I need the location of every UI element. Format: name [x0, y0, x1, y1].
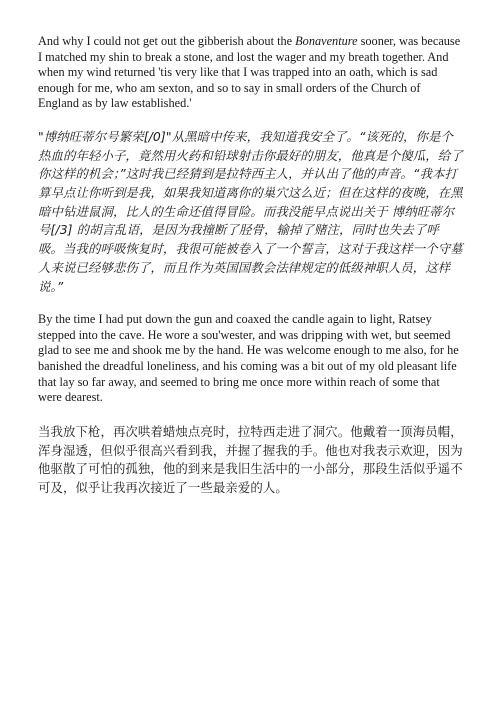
- paragraph-english-1: [38, 34, 463, 112]
- paragraph-english-2: By the time I had put down the gun and coaxed the candle again to light, Ratsey stepped into the cave. He wore a sou'wester, and was dripping with wet, but seemed glad to see me and shook me by the hand. He was welcome enough to me also, for he banished the dreadful loneliness, and his coming was a bit out of my old pleasant life that lay so far away, and seemed to bring me once more within reach of some that were dearest.: [38, 312, 459, 405]
- paragraph-chinese-2: 当我放下枪，再次哄着蜡烛点亮时，拉特西走进了洞穴。他戴着一顶海员帽，浑身湿透，但似乎很高兴看到我，并握了握我的手。他也对我表示欢迎，因为他驱散了可怕的孤独，他的到来是我旧生活中的一小部分，那段生活似乎遥不可及，似乎让我再次接近了一些最亲爱的人。: [38, 423, 463, 495]
- emphasis-ship-name: Bonaventure: [295, 34, 358, 48]
- document-page: [38, 34, 463, 498]
- paragraph-text-segment: sooner, was because I matched my shin to break a stone, and lost the wager and my breath together. And when my wind returned 'tis very like that I was trapped into an oath, which is sad enough for me, who am sexton, and so to say in small orders of the Church of England as by law established.': [38, 34, 461, 111]
- paragraph-text-segment: And why I could not get out the gibberish about the: [38, 34, 296, 48]
- paragraph-chinese-1: "博纳旺蒂尔号繁荣[/0]"从黑暗中传来，我知道我安全了。“该死的，你是个热血的年轻小子，竟然用火药和铅球射击你最好的朋友，他真是个傻瓜，给了你这样的机会；”这时我已经猜到是拉特西主人，并认出了他的声音。“我本打算早点让你听到是我，如果我知道离你的巢穴这么近；但在这样的夜晚，在黑暗中钻进鼠洞，比人的生命还值得冒险。而我没能早点说出关于 博纳旺蒂尔号[/3] 的胡言乱语，是因为我撞断了胫骨，输掉了赌注，同时也失去了呼吸。当我的呼吸恢复时，我很可能被卷入了一个誓言，这对于我这样一个守墓人来说已经够悲伤了，而且作为英国国教会法律规定的低级神职人员，这样说。”: [38, 128, 463, 294]
